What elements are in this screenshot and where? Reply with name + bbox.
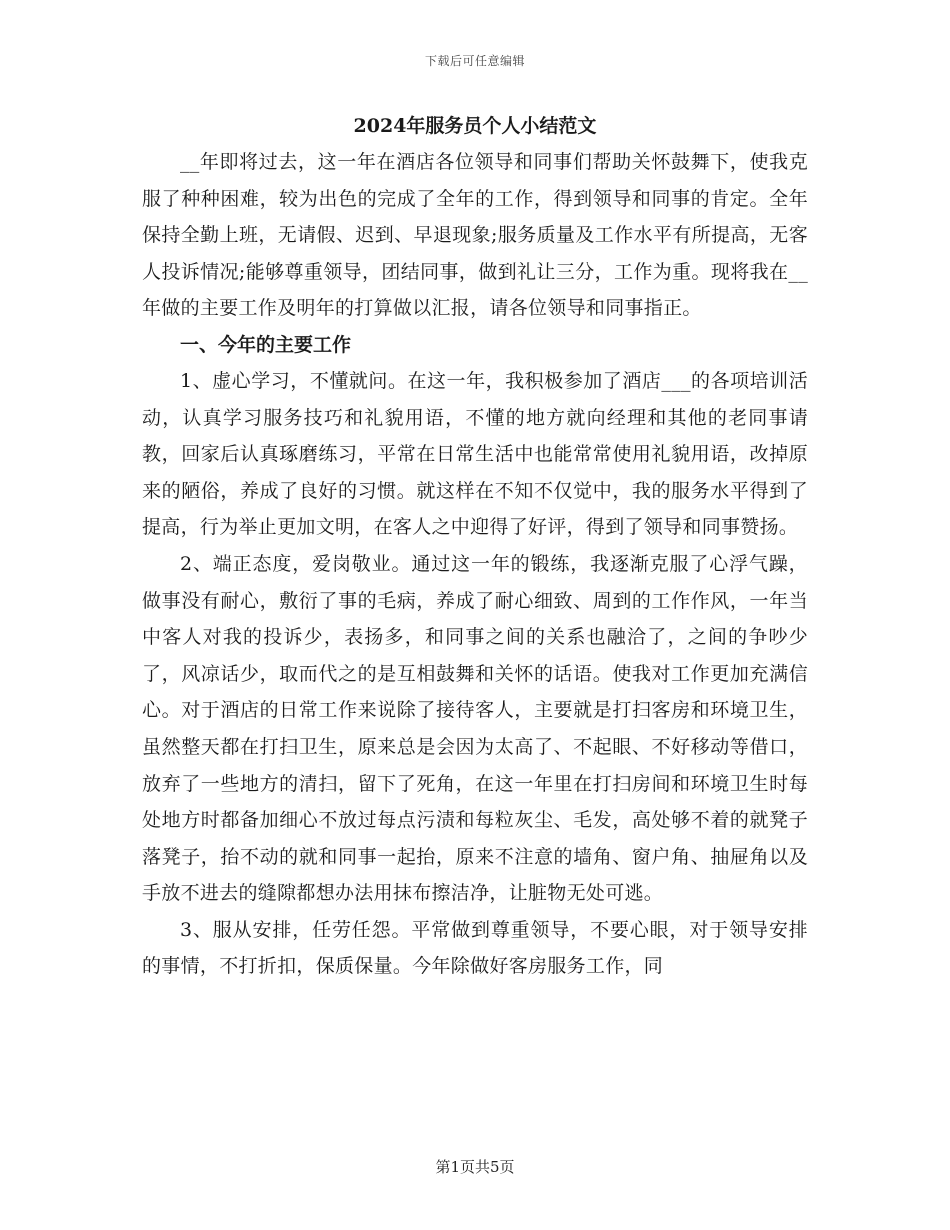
document-title: 2024年服务员个人小结范文 bbox=[353, 115, 597, 137]
section-heading-main-work: 一、今年的主要工作 bbox=[180, 333, 352, 356]
page-header-note: 下载后可任意编辑 bbox=[424, 54, 525, 68]
paragraph-item-1: 1、虚心学习，不懂就问。在这一年，我积极参加了酒店___的各项培训活动，认真学习服务技巧和礼貌用语，不懂的地方就向经理和其他的老同事请教，回家后认真琢磨练习，平常在日常生活中也能常常使用礼貌用语，改掉原来的陋俗，养成了良好的习惯。就这样在不知不仅觉中，我的服务水平得到了提高，行为举止更加文明，在客人之中迎得了好评，得到了领导和同事赞扬。 bbox=[142, 369, 808, 539]
document-body bbox=[142, 108, 808, 985]
paragraph-item-2: 2、端正态度，爱岗敬业。通过这一年的锻练，我逐渐克服了心浮气躁，做事没有耐心，敷衍了事的毛病，养成了耐心细致、周到的工作作风，一年当中客人对我的投诉少，表扬多，和同事之间的关系也融洽了，之间的争吵少了，风凉话少，取而代之的是互相鼓舞和关怀的话语。使我对工作更加充满信心。对于酒店的日常工作来说除了接待客人，主要就是打扫客房和环境卫生，虽然整天都在打扫卫生，原来总是会因为太高了、不起眼、不好移动等借口，放弃了一些地方的清扫，留下了死角，在这一年里在打扫房间和环境卫生时每处地方时都备加细心不放过每点污渍和每粒灰尘、毛发，高处够不着的就凳子落凳子，抬不动的就和同事一起抬，原来不注意的墙角、窗户角、抽屉角以及手放不进去的缝隙都想办法用抹布擦洁净，让脏物无处可逃。 bbox=[142, 552, 808, 905]
page-number: 第1页共5页 bbox=[435, 1158, 515, 1176]
intro-paragraph: __年即将过去，这一年在酒店各位领导和同事们帮助关怀鼓舞下，使我克服了种种困难，较为出色的完成了全年的工作，得到领导和同事的肯定。全年保持全勤上班，无请假、迟到、早退现象;服务质量及工作水平有所提高，无客人投诉情况;能够尊重领导，团结同事，做到礼让三分，工作为重。现将我在__年做的主要工作及明年的打算做以汇报，请各位领导和同事指正。 bbox=[142, 151, 808, 320]
paragraph-item-3: 3、服从安排，任劳任怨。平常做到尊重领导，不要心眼，对于领导安排的事情，不打折扣，保质保量。今年除做好客房服务工作，同 bbox=[142, 918, 808, 978]
